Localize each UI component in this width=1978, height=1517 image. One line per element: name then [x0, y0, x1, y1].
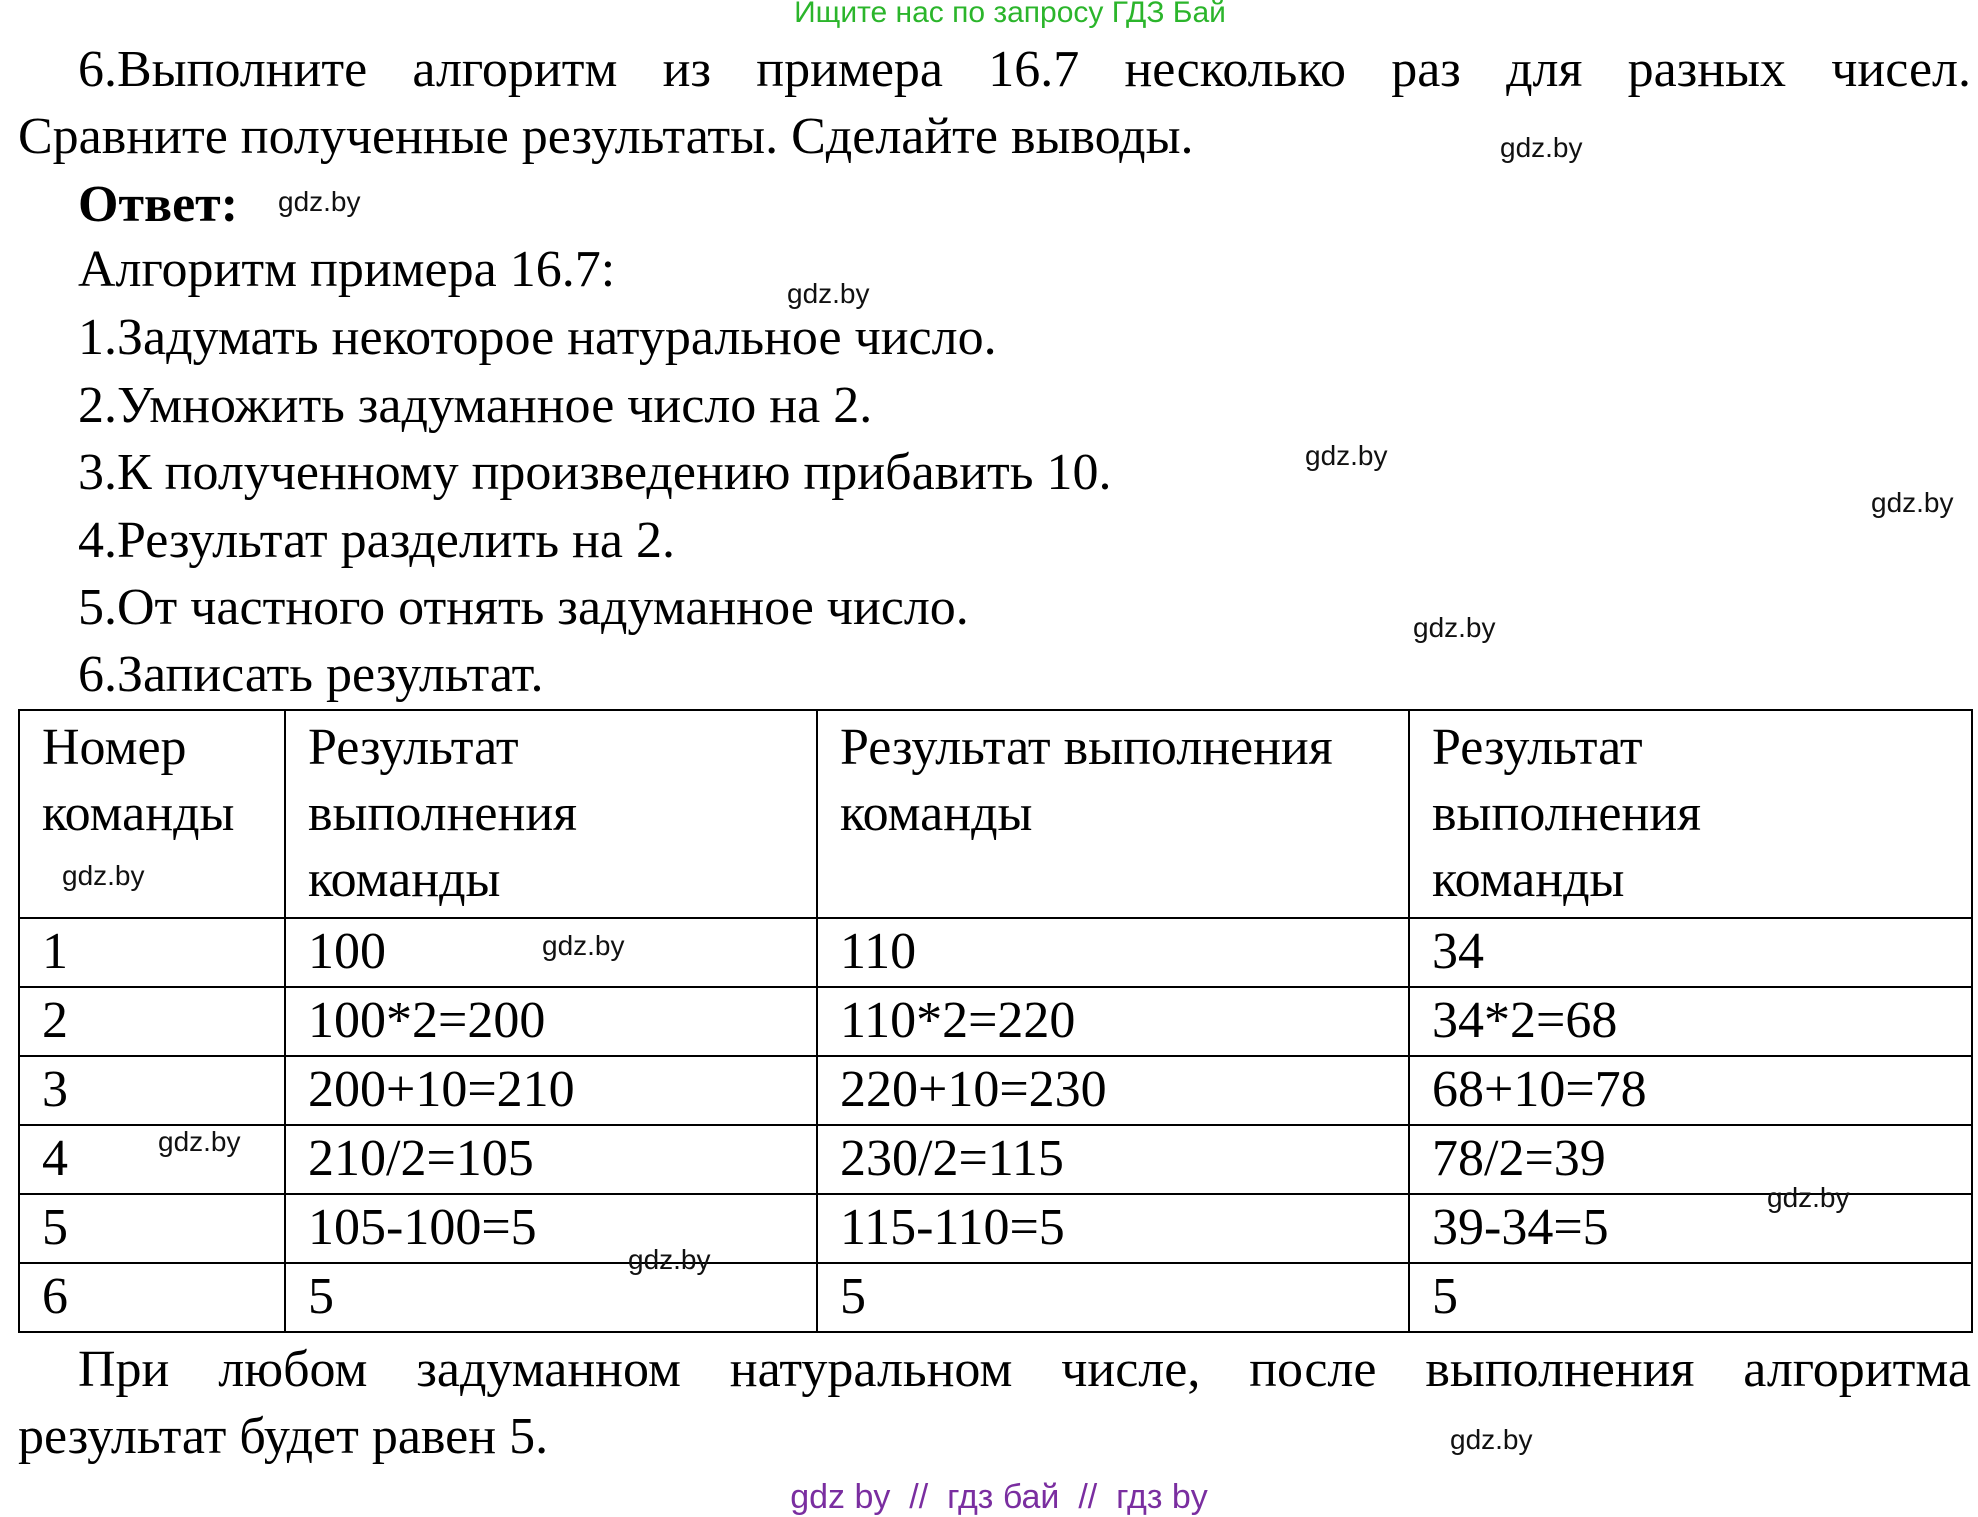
- table-cell: 5: [19, 1194, 285, 1263]
- task-line-1: 6.Выполните алгоритм из примера 16.7 несколько раз для разных чисел.: [78, 41, 1971, 98]
- table-row: [19, 1194, 1972, 1263]
- header-cell: Результат выполнения команды: [817, 710, 1409, 918]
- header-cell: Результат выполнения команды: [285, 710, 817, 918]
- table-cell: 39-34=5: [1409, 1194, 1972, 1263]
- algorithm-step: 6.Записать результат.: [78, 646, 544, 703]
- watermark: gdz.by: [1413, 612, 1496, 643]
- watermark: gdz.by: [62, 860, 145, 891]
- table-cell: 115-110=5: [817, 1194, 1409, 1263]
- table-cell: 3: [19, 1056, 285, 1125]
- algorithm-title: Алгоритм примера 16.7:: [78, 241, 616, 298]
- table-cell: 230/2=115: [817, 1125, 1409, 1194]
- watermark: gdz.by: [1871, 487, 1954, 518]
- table-cell: 110: [817, 918, 1409, 987]
- table-cell: 200+10=210: [285, 1056, 817, 1125]
- table-cell: 1: [19, 918, 285, 987]
- footer-text: gdz by // гдз бай // гдз by: [790, 1478, 1208, 1516]
- table-row: [19, 1125, 1972, 1194]
- table-cell: 2: [19, 987, 285, 1056]
- footer: [0, 1478, 1978, 1517]
- table-cell: 100*2=200: [285, 987, 817, 1056]
- table-cell: 4: [19, 1125, 285, 1194]
- conclusion-line-1: При любом задуманном натуральном числе, после выполнения алгоритма: [78, 1341, 1971, 1398]
- results-table: [18, 709, 1973, 1333]
- watermark: gdz.by: [278, 186, 361, 217]
- table-cell: 34*2=68: [1409, 987, 1972, 1056]
- header-cell: Результат выполнения команды: [1409, 710, 1972, 918]
- table-cell: 5: [817, 1263, 1409, 1332]
- watermark: gdz.by: [628, 1244, 711, 1275]
- table-cell: 68+10=78: [1409, 1056, 1972, 1125]
- table-cell: 105-100=5: [285, 1194, 817, 1263]
- table-cell: 220+10=230: [817, 1056, 1409, 1125]
- watermark: gdz.by: [1450, 1424, 1533, 1455]
- watermark: gdz.by: [1500, 132, 1583, 163]
- task-line-2: Сравните полученные результаты. Сделайте выводы.: [18, 108, 1194, 165]
- table-row: [19, 918, 1972, 987]
- watermark: gdz.by: [787, 278, 870, 309]
- table-cell: 5: [285, 1263, 817, 1332]
- table-cell: 78/2=39: [1409, 1125, 1972, 1194]
- table-cell: 110*2=220: [817, 987, 1409, 1056]
- table-row: [19, 1263, 1972, 1332]
- watermark: gdz.by: [542, 930, 625, 961]
- table-cell: 100: [285, 918, 817, 987]
- header-cell: Номер команды: [19, 710, 285, 918]
- table-cell: 210/2=105: [285, 1125, 817, 1194]
- algorithm-step: 3.К полученному произведению прибавить 10.: [78, 444, 1112, 501]
- table-cell: 34: [1409, 918, 1972, 987]
- top-banner: [0, 0, 1978, 30]
- algorithm-step: 5.От частного отнять задуманное число.: [78, 579, 969, 636]
- banner-text: Ищите нас по запросу ГДЗ Бай: [794, 0, 1226, 29]
- watermark: gdz.by: [1767, 1182, 1850, 1213]
- conclusion-line-2: результат будет равен 5.: [18, 1408, 549, 1465]
- answer-label: Ответ:: [78, 176, 239, 233]
- watermark: gdz.by: [158, 1126, 241, 1157]
- algorithm-step: 1.Задумать некоторое натуральное число.: [78, 309, 997, 366]
- table-cell: 5: [1409, 1263, 1972, 1332]
- algorithm-step: 2.Умножить задуманное число на 2.: [78, 377, 873, 434]
- table-row: [19, 987, 1972, 1056]
- table-row: [19, 1056, 1972, 1125]
- algorithm-step: 4.Результат разделить на 2.: [78, 512, 675, 569]
- table-cell: 6: [19, 1263, 285, 1332]
- watermark: gdz.by: [1305, 440, 1388, 471]
- table-header-row: [19, 710, 1972, 918]
